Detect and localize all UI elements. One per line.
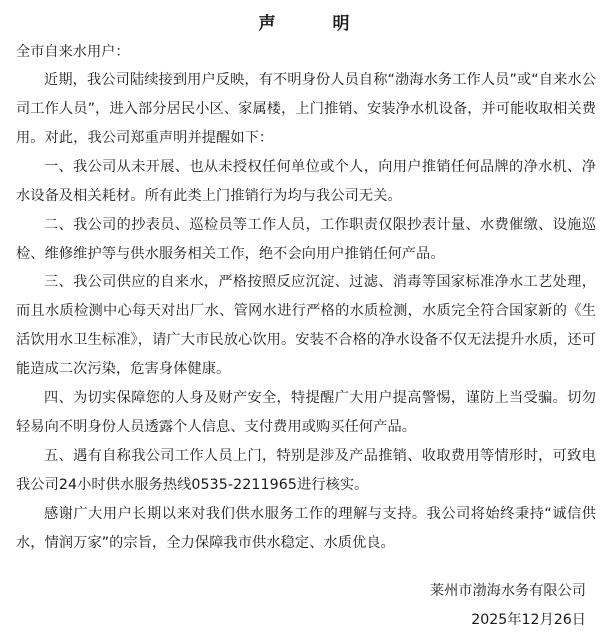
signature-date: 2025年12月26日 [471,612,586,628]
signature-company: 莱州市渤海水务有限公司 [429,583,586,599]
document-title: 声 明 [258,14,370,34]
paragraph-item-3: 三、我公司供应的自来水，严格按照反应沉淀、过滤、消毒等国家标准净水工艺处理，而且水质检测中心每天对出厂水、管网水进行严格的水质检测，水质完全符合国家新的《生活饮用水卫生标准》，请广大市民放心饮用。安装不合格的净水设备不仅无法提升水质，还可能造成二次污染，危害身体健康。 [16,274,596,377]
paragraph-item-4: 四、为切实保障您的人身及财产安全，特提醒广大用户提高警惕，谨防上当受骗。切勿轻易向不明身份人员透露个人信息、支付费用或购买任何产品。 [16,390,596,435]
paragraph-item-2: 二、我公司的抄表员、巡检员等工作人员，工作职责仅限抄表计量、水费催缴、设施巡检、维修维护等与供水服务相关工作，绝不会向用户推销任何产品。 [16,217,596,262]
signature-block [430,577,586,635]
paragraph-closing: 感谢广大用户长期以来对我们供水服务工作的理解与支持。我公司将始终秉持“诚信供水，情润万家”的宗旨，全力保障我市供水稳定、水质优良。 [16,506,596,551]
paragraph-item-1: 一、我公司从未开展、也从未授权任何单位或个人，向用户推销任何品牌的净水机、净水设备及相关耗材。所有此类上门推销行为均与我公司无关。 [16,159,596,204]
paragraph-intro: 近期，我公司陆续接到用户反映，有不明身份人员自称“渤海水务工作人员”或“自来水公司工作人员”，进入部分居民小区、家属楼，上门推销、安装净水机设备，并可能收取相关费用。对此，我公司郑重声明并提醒如下： [16,72,596,146]
paragraph-item-5: 五、遇有自称我公司工作人员上门，特别是涉及产品推销、收取费用等情形时，可致电我公司24小时供水服务热线0535-2211965进行核实。 [16,448,596,493]
greeting-line: 全市自来水用户： [16,44,130,60]
